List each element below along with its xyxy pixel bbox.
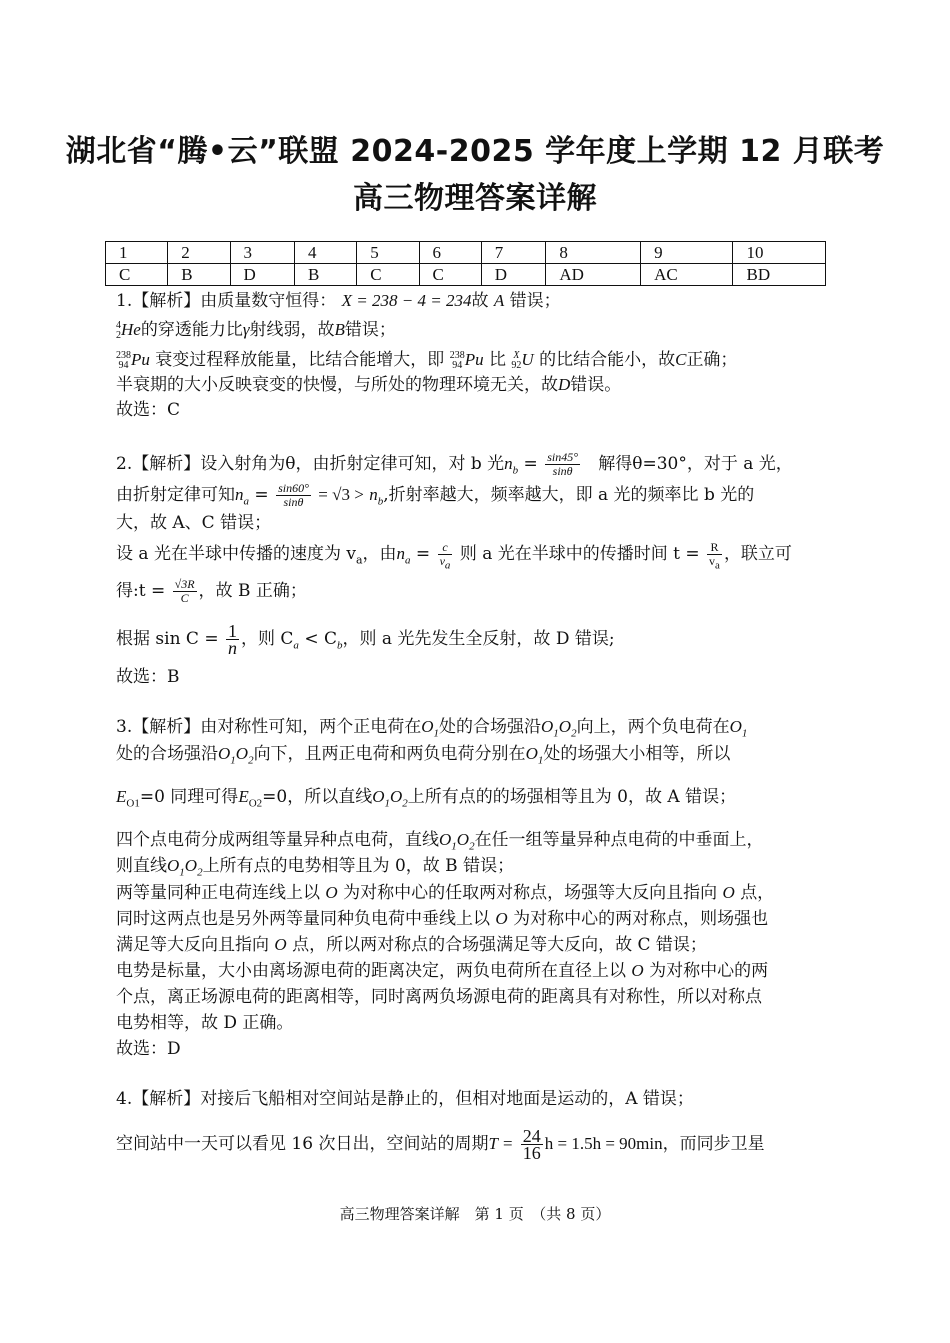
fraction-24-over-16: $\frac{24}{16}$ bbox=[522, 1126, 541, 1163]
q2-line-5: 得:t = $\frac{√3R}{C}$ ，故 B 正确； bbox=[116, 577, 307, 605]
q2-line-3: 大，故 A、C 错误； bbox=[116, 513, 272, 533]
q1-line-1: 1.【解析】由质量数守恒得： X = 238 − 4 = 234故 A 错误； bbox=[116, 291, 561, 311]
question-number-cell: 4 bbox=[295, 242, 357, 264]
q3-line-2: 处的合场强沿$O_1O_2$向下，且两正电荷和两负电荷分别在$O_1$处的场强大小相等，所以 bbox=[116, 744, 731, 767]
q2-line-2: 由折射定律可知$n_a$ = $\frac{\sin 60^\circ}{\sin\theta}$ = $√3 > n_b$,折射率越大，频率越大，即 a 光的频率比 b 光的 bbox=[116, 481, 755, 509]
fraction-root3r-over-c: $\frac{√3R}{C}$ bbox=[174, 577, 195, 605]
mass-number-equation: X = 238 − 4 = 234 bbox=[341, 291, 472, 310]
question-number-cell: 3 bbox=[230, 242, 295, 264]
page-footer: 高三物理答案详解 第 1 页 （共 8 页） bbox=[339, 1205, 611, 1223]
q2-line-1: 2.【解析】设入射角为θ，由折射定律可知，对 b 光$n_b$ = $\frac{\sin 45^\circ}{\sin\theta}$ 解得θ=30°，对于 a 光， bbox=[116, 450, 793, 478]
answer-cell: C bbox=[357, 264, 419, 286]
answer-cell: B bbox=[295, 264, 357, 286]
question-number-cell: 9 bbox=[641, 242, 733, 264]
question-number-cell: 1 bbox=[106, 242, 168, 264]
fraction-sin45: $\frac{\sin 45^\circ}{\sin\theta}$ bbox=[547, 450, 579, 478]
q2-answer: 故选：B bbox=[116, 667, 180, 687]
fraction-r-over-va: $\frac{R}{v_a}$ bbox=[709, 540, 720, 572]
q3-line-1: 3.【解析】由对称性可知，两个正电荷在$O_1$处的合场强沿$O_1O_2$向上，两个负电荷在$O_1$ bbox=[116, 717, 748, 740]
question-number-cell: 10 bbox=[733, 242, 826, 264]
answer-table-answer-row bbox=[106, 264, 826, 286]
q1-line-2: 4 2He的穿透能力比γ射线弱，故B错误； bbox=[116, 319, 396, 341]
fraction-1-over-n: $\frac{1}{n}$ bbox=[227, 621, 237, 658]
q4-line-1: 4.【解析】对接后飞船相对空间站是静止的，但相对地面是运动的，A 错误； bbox=[116, 1089, 694, 1109]
q4-line-2: 空间站中一天可以看见 16 次日出，空间站的周期T = $\frac{24}{16}$ h = 1.5h = 90min，而同步卫星 bbox=[116, 1126, 765, 1163]
question-number-cell: 7 bbox=[481, 242, 546, 264]
question-number-cell: 6 bbox=[419, 242, 481, 264]
answer-cell: C bbox=[419, 264, 481, 286]
answer-cell: AD bbox=[546, 264, 641, 286]
q3-line-10: 个点，离正场源电荷的距离相等，同时离两负场源电荷的距离具有对称性，所以对称点 bbox=[116, 987, 762, 1007]
q1-line-3: 238 94 Pu 衰变过程释放能量，比结合能增大，即 238 94 Pu 比 X 92U 的比结合能小，故C正确； bbox=[116, 349, 738, 371]
answer-table bbox=[105, 241, 826, 286]
answer-cell: B bbox=[168, 264, 230, 286]
plutonium-symbol: Pu bbox=[131, 350, 150, 369]
document-subtitle: 高三物理答案详解 bbox=[353, 181, 597, 216]
q3-line-8: 满足等大反向且指向 O 点，所以两对称点的合场强满足等大反向，故 C 错误； bbox=[116, 935, 707, 955]
question-number-cell: 5 bbox=[357, 242, 419, 264]
question-number-cell: 2 bbox=[168, 242, 230, 264]
q3-line-5: 则直线$O_1O_2$上所有点的电势相等且为 0，故 B 错误； bbox=[116, 856, 515, 879]
answer-cell: C bbox=[106, 264, 168, 286]
fraction-c-over-va: $\frac{c}{v_a}$ bbox=[439, 540, 451, 572]
answer-table-number-row bbox=[106, 242, 826, 264]
q3-line-7: 同时这两点也是另外两等量同种负电荷中垂线上以 O 为对称中心的两对称点，则场强也 bbox=[116, 909, 769, 929]
q3-line-4: 四个点电荷分成两组等量异种点电荷，直线$O_1O_2$在任一组等量异种点电荷的中垂面上， bbox=[116, 830, 764, 853]
q3-line-3: $E_{O1}=0$ 同理可得$E_{O2}=0$，所以直线$O_1O_2$上所有点的的场强相等且为 0，故 A 错误； bbox=[116, 787, 737, 810]
answer-cell: D bbox=[481, 264, 546, 286]
helium-symbol: He bbox=[121, 320, 141, 339]
uranium-symbol: U bbox=[521, 350, 534, 369]
question-number-cell: 8 bbox=[546, 242, 641, 264]
answer-cell: AC bbox=[641, 264, 733, 286]
q3-answer: 故选：D bbox=[116, 1039, 181, 1059]
q3-line-11: 电势相等，故 D 正确。 bbox=[116, 1013, 294, 1033]
q3-line-6: 两等量同种正电荷连线上以 O 为对称中心的任取两对称点，场强等大反向且指向 O 点， bbox=[116, 883, 775, 903]
q1-line-4: 半衰期的大小反映衰变的快慢，与所处的物理环境无关，故D错误。 bbox=[116, 375, 622, 395]
q2-line-6: 根据 sin C = $\frac{1}{n}$ ，则 $C_a < C_b$，则 a 光先发生全反射，故 D 错误; bbox=[116, 621, 615, 658]
q2-line-4: 设 a 光在半球中传播的速度为 $v_a$，由$n_a$ = $\frac{c}{v_a}$ 则 a 光在半球中的传播时间 t = $\frac{R}{v_a}$ ，联立可 bbox=[116, 540, 792, 572]
q3-line-9: 电势是标量，大小由离场源电荷的距离决定，两负电荷所在直径上以 O 为对称中心的两 bbox=[116, 961, 769, 981]
q1-answer: 故选：C bbox=[116, 400, 181, 420]
document-title: 湖北省“腾•云”联盟 2024-2025 学年度上学期 12 月联考 bbox=[65, 134, 885, 169]
answer-cell: D bbox=[230, 264, 295, 286]
fraction-sin60: $\frac{\sin 60^\circ}{\sin\theta}$ bbox=[278, 481, 309, 509]
answer-cell: BD bbox=[733, 264, 826, 286]
